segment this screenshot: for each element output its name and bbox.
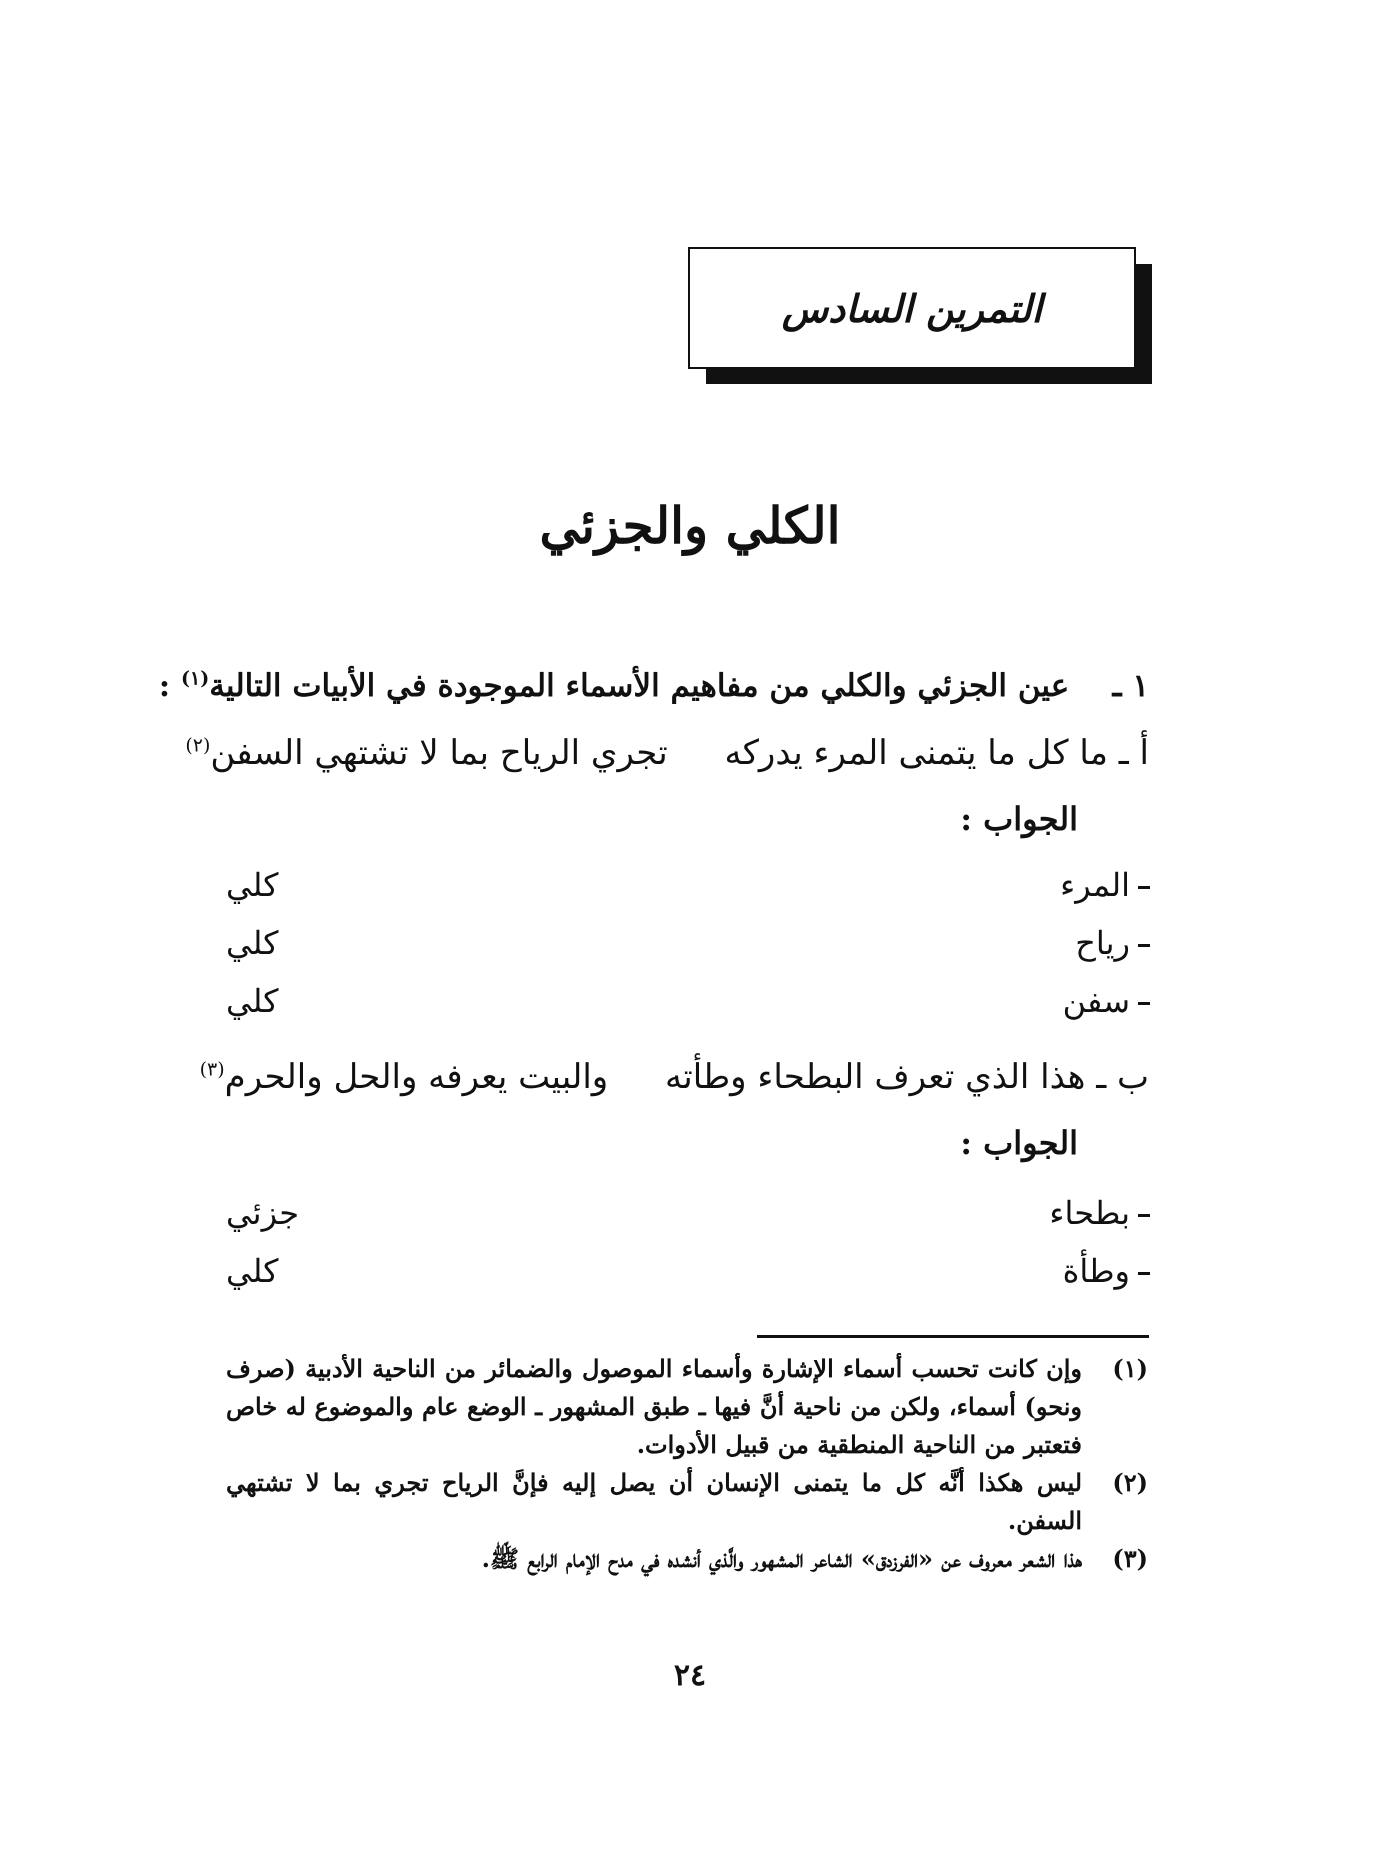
footnote-ref-3: (٣) <box>199 1058 225 1081</box>
question-text: عين الجزئي والكلي من مفاهيم الأسماء الموجودة في الأبيات التالية <box>209 668 1070 704</box>
dash-mark <box>1138 944 1150 947</box>
dash-mark <box>1138 1214 1150 1217</box>
footnote-text: ليس هكذا أنَّه كل ما يتمنى الإنسان أن يصل إليه فإنَّ الرياح تجري بما لا تشتهي السفن. <box>226 1468 1083 1535</box>
verse-a-second-hemistich: تجري الرياح بما لا تشتهي السفن <box>210 733 668 773</box>
answer-label-b: الجواب : <box>960 1124 1078 1162</box>
footnote-1 <box>226 1350 1148 1464</box>
verse-a-label: أ ـ <box>1118 733 1149 773</box>
verse-b <box>200 1057 1149 1097</box>
answer-a-kind-2: كلي <box>226 924 279 962</box>
page-title: الكلي والجزئي <box>539 496 841 555</box>
footnote-number: (٣) <box>1112 1544 1148 1573</box>
answer-b-kind-2: كلي <box>226 1252 279 1290</box>
footnotes <box>226 1350 1148 1578</box>
answer-b-term-1: بطحاء <box>1049 1194 1150 1232</box>
footnote-number: (١) <box>1112 1354 1148 1383</box>
exercise-title-box <box>688 247 1136 369</box>
footnote-number: (٢) <box>1112 1468 1148 1497</box>
page-number: ٢٤ <box>673 1658 707 1693</box>
verse-a <box>185 733 1149 773</box>
answer-a-term-2: رياح <box>1075 924 1150 962</box>
footnote-divider <box>757 1335 1149 1338</box>
verse-a-first-hemistich: ما كل ما يتمنى المرء يدركه <box>724 733 1108 773</box>
answer-a-kind-1: كلي <box>226 866 279 904</box>
question-line <box>159 668 1149 704</box>
footnote-text: هذا الشعر معروف عن «الفرزدق» الشاعر المشهور والَّذي أنشده في مدح الإمام الرابع ﷺ. <box>481 1544 1082 1573</box>
question-number: ١ ـ <box>1112 668 1149 704</box>
footnote-3 <box>226 1540 1148 1578</box>
answer-label-a: الجواب : <box>960 800 1078 838</box>
footnote-2 <box>226 1464 1148 1540</box>
exercise-title: التمرين السادس <box>781 285 1043 331</box>
answer-a-kind-3: كلي <box>226 982 279 1020</box>
answer-a-term-1: المرء <box>1060 866 1150 904</box>
verse-b-second-hemistich: والبيت يعرفه والحل والحرم <box>224 1057 609 1097</box>
footnote-text: وإن كانت تحسب أسماء الإشارة وأسماء الموصول والضمائر من الناحية الأدبية (صرف ونحو) أسماء، ولكن من ناحية أنَّ فيها ـ طبق المشهور ـ الوضع عام والموضوع له خاص فتعتبر من الناحية المنطقية من قبيل الأدوات. <box>226 1354 1082 1459</box>
answer-b-term-2: وطأة <box>1063 1252 1150 1290</box>
footnote-ref-2: (٢) <box>185 734 211 757</box>
footnote-ref-1: (١) <box>181 667 210 690</box>
dash-mark <box>1138 1002 1150 1005</box>
question-end: : <box>158 668 171 704</box>
answer-a-term-3: سفن <box>1063 982 1150 1020</box>
dash-mark <box>1138 1272 1150 1275</box>
verse-b-label: ب ـ <box>1096 1057 1149 1097</box>
answer-b-kind-1: جزئي <box>226 1194 300 1232</box>
dash-mark <box>1138 886 1150 889</box>
verse-b-first-hemistich: هذا الذي تعرف البطحاء وطأته <box>665 1057 1086 1097</box>
